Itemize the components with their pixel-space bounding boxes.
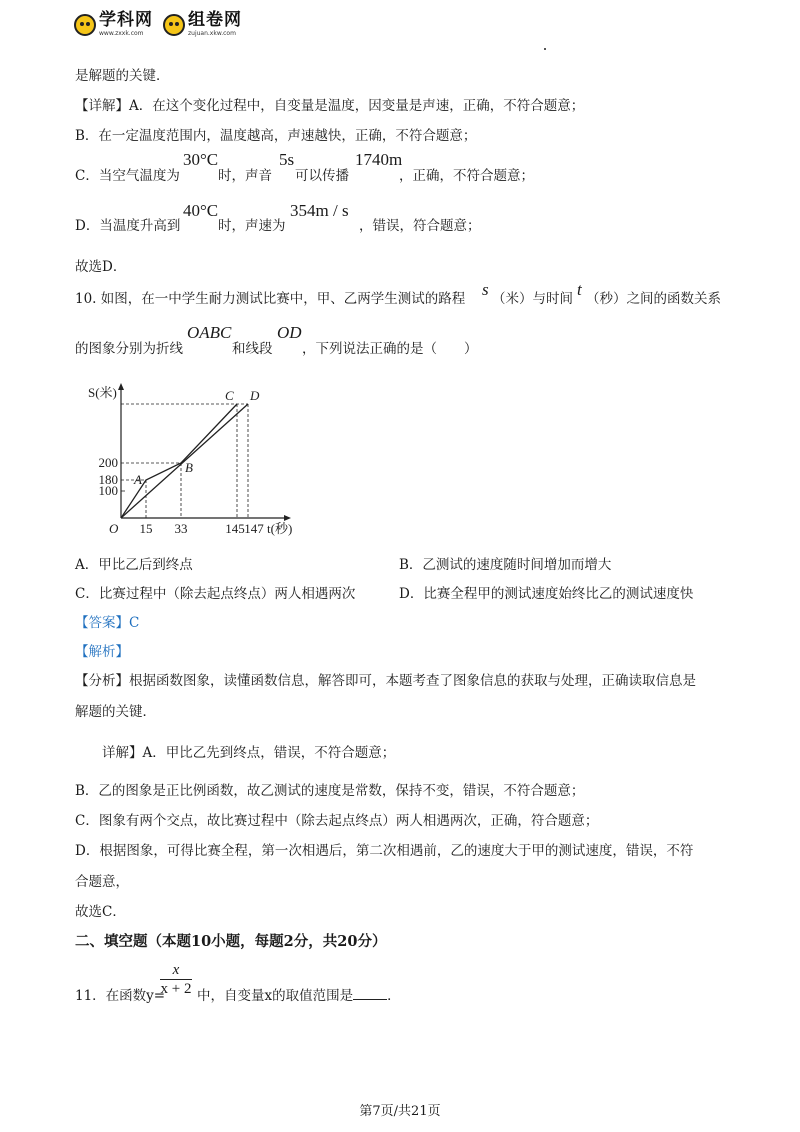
logo-zujuan — [163, 12, 242, 37]
q10-option-a: A．甲比乙后到终点 — [75, 557, 193, 573]
y-axis-arrow-icon — [118, 383, 124, 390]
y-tick-label-200: 200 — [98, 455, 118, 470]
q9-option-d-pre: D．当温度升高到 — [75, 218, 181, 234]
q11-post: 中，自变量x的取值范围是 — [197, 988, 354, 1004]
q10-seg: OD — [277, 323, 302, 342]
point-label-A: A — [134, 472, 142, 487]
logo-zxxk-name: 学科网 — [99, 10, 153, 30]
header-logos — [74, 12, 242, 37]
q9-option-b: B．在一定温度范围内，温度越高，声速越快，正确，不符合题意； — [75, 128, 477, 144]
q11-frac-num: x — [172, 962, 180, 978]
q9-c-time: 5s — [279, 150, 295, 169]
x-tick-label-147: 147 — [244, 521, 264, 536]
q10-option-c: C．比赛过程中（除去起点终点）两人相遇两次 — [75, 586, 356, 602]
owl-face-icon — [163, 14, 185, 36]
q10-stem2-post: ，下列说法正确的是（ ） — [302, 341, 478, 357]
point-label-D: D — [250, 388, 260, 403]
x-tick-label-33: 33 — [174, 521, 188, 536]
q11-frac-den: x + 2 — [160, 981, 192, 997]
speck-dot — [544, 48, 546, 50]
q10-detail-d-line1: D．根据图象，可得比赛全程，第一次相遇后，第二次相遇前，乙的速度大于甲的测试速度，错误，不符 — [75, 843, 694, 859]
q10-var-s: s — [482, 280, 489, 299]
page-number: 第7页/共21页 — [359, 1104, 441, 1119]
q10-stem1-pre: 10. 如图，在一中学生耐力测试比赛中，甲、乙两学生测试的路程 — [75, 291, 466, 307]
q9-option-c-pre: C．当空气温度为 — [75, 168, 180, 184]
q10-poly: OABC — [187, 323, 232, 342]
q9-c-temp: 30°C — [183, 150, 219, 169]
logo-zxxk — [74, 12, 153, 37]
q11-post-wrap — [197, 984, 401, 1004]
logo-zxxk-url: www.zxxk.com — [99, 30, 144, 37]
q10-detail-d-line2: 合题意， — [75, 874, 129, 890]
q10-analysis-line1: 【分析】根据函数图象，读懂函数信息，解答即可，本题考查了图象信息的获取与处理，正确读取信息是 — [75, 673, 696, 689]
q10-stem2-mid: 和线段 — [232, 341, 273, 357]
q11-answer-blank — [353, 987, 387, 1000]
q9-d-temp: 40°C — [183, 201, 219, 220]
q10-detail-a: 详解】A．甲比乙先到终点，错误，不符合题意； — [102, 745, 396, 761]
q10-stem1-mid: （米）与时间 — [492, 291, 573, 307]
q10-option-b: B．乙测试的速度随时间增加而增大 — [399, 557, 612, 573]
x-tick-label-145: 145 — [225, 521, 245, 536]
q10-conclusion: 故选C． — [75, 904, 126, 920]
logo-zujuan-url: zujuan.xkw.com — [188, 30, 236, 37]
q9-line0: 是解题的关键． — [75, 68, 170, 84]
x-tick-label-15: 15 — [139, 521, 153, 536]
y-tick-label-180: 180 — [98, 472, 118, 487]
q9-c-mid1: 时，声音 — [218, 168, 272, 184]
q10-detail-c: C．图象有两个交点，故比赛过程中（除去起点终点）两人相遇两次，正确，符合题意； — [75, 813, 599, 829]
q9-detail-a: 【详解】A．在这个变化过程中，自变量是温度，因变量是声速，正确，不符合题意； — [75, 98, 585, 114]
point-label-C: C — [225, 388, 234, 403]
owl-face-icon — [74, 14, 96, 36]
origin-label: O — [109, 521, 119, 536]
q11-end: ． — [387, 988, 401, 1004]
q9-c-mid2: 可以传播 — [295, 168, 349, 184]
q10-analysis-line2: 解题的关键． — [75, 704, 156, 720]
q10-graph — [80, 380, 320, 540]
q9-c-dist: 1740m — [355, 150, 403, 169]
y-tick-label-100: 100 — [98, 483, 118, 498]
q9-d-speed: 354m / s — [290, 201, 349, 220]
q9-d-mid: 时，声速为 — [218, 218, 286, 234]
q9-c-post: ，正确，不符合题意； — [399, 168, 534, 184]
x-axis-label: t(秒) — [267, 521, 293, 536]
q9-d-post: ，错误，符合题意； — [359, 218, 481, 234]
q11-pre: 11．在函数y= — [75, 988, 166, 1004]
series-OABC — [121, 404, 237, 518]
q10-var-t: t — [577, 280, 582, 299]
q10-answer: 【答案】C — [75, 615, 140, 631]
point-label-B: B — [185, 460, 193, 475]
q10-stem1-post: （秒）之间的函数关系 — [586, 291, 721, 307]
q11-fraction — [160, 962, 192, 997]
y-axis-label: S(米) — [88, 385, 117, 400]
section2-title: 二、填空题（本题10小题，每题2分，共20分） — [75, 933, 387, 950]
q10-jiexi: 【解析】 — [75, 644, 129, 660]
q10-option-d: D．比赛全程甲的测试速度始终比乙的测试速度快 — [399, 586, 694, 602]
q10-detail-b: B．乙的图象是正比例函数，故乙测试的速度是常数，保持不变，错误，不符合题意； — [75, 783, 585, 799]
q10-stem2-pre: 的图象分别为折线 — [75, 341, 183, 357]
logo-zujuan-name: 组卷网 — [188, 10, 242, 30]
q11-frac-bar — [160, 979, 192, 980]
q9-conclusion: 故选D． — [75, 259, 127, 275]
